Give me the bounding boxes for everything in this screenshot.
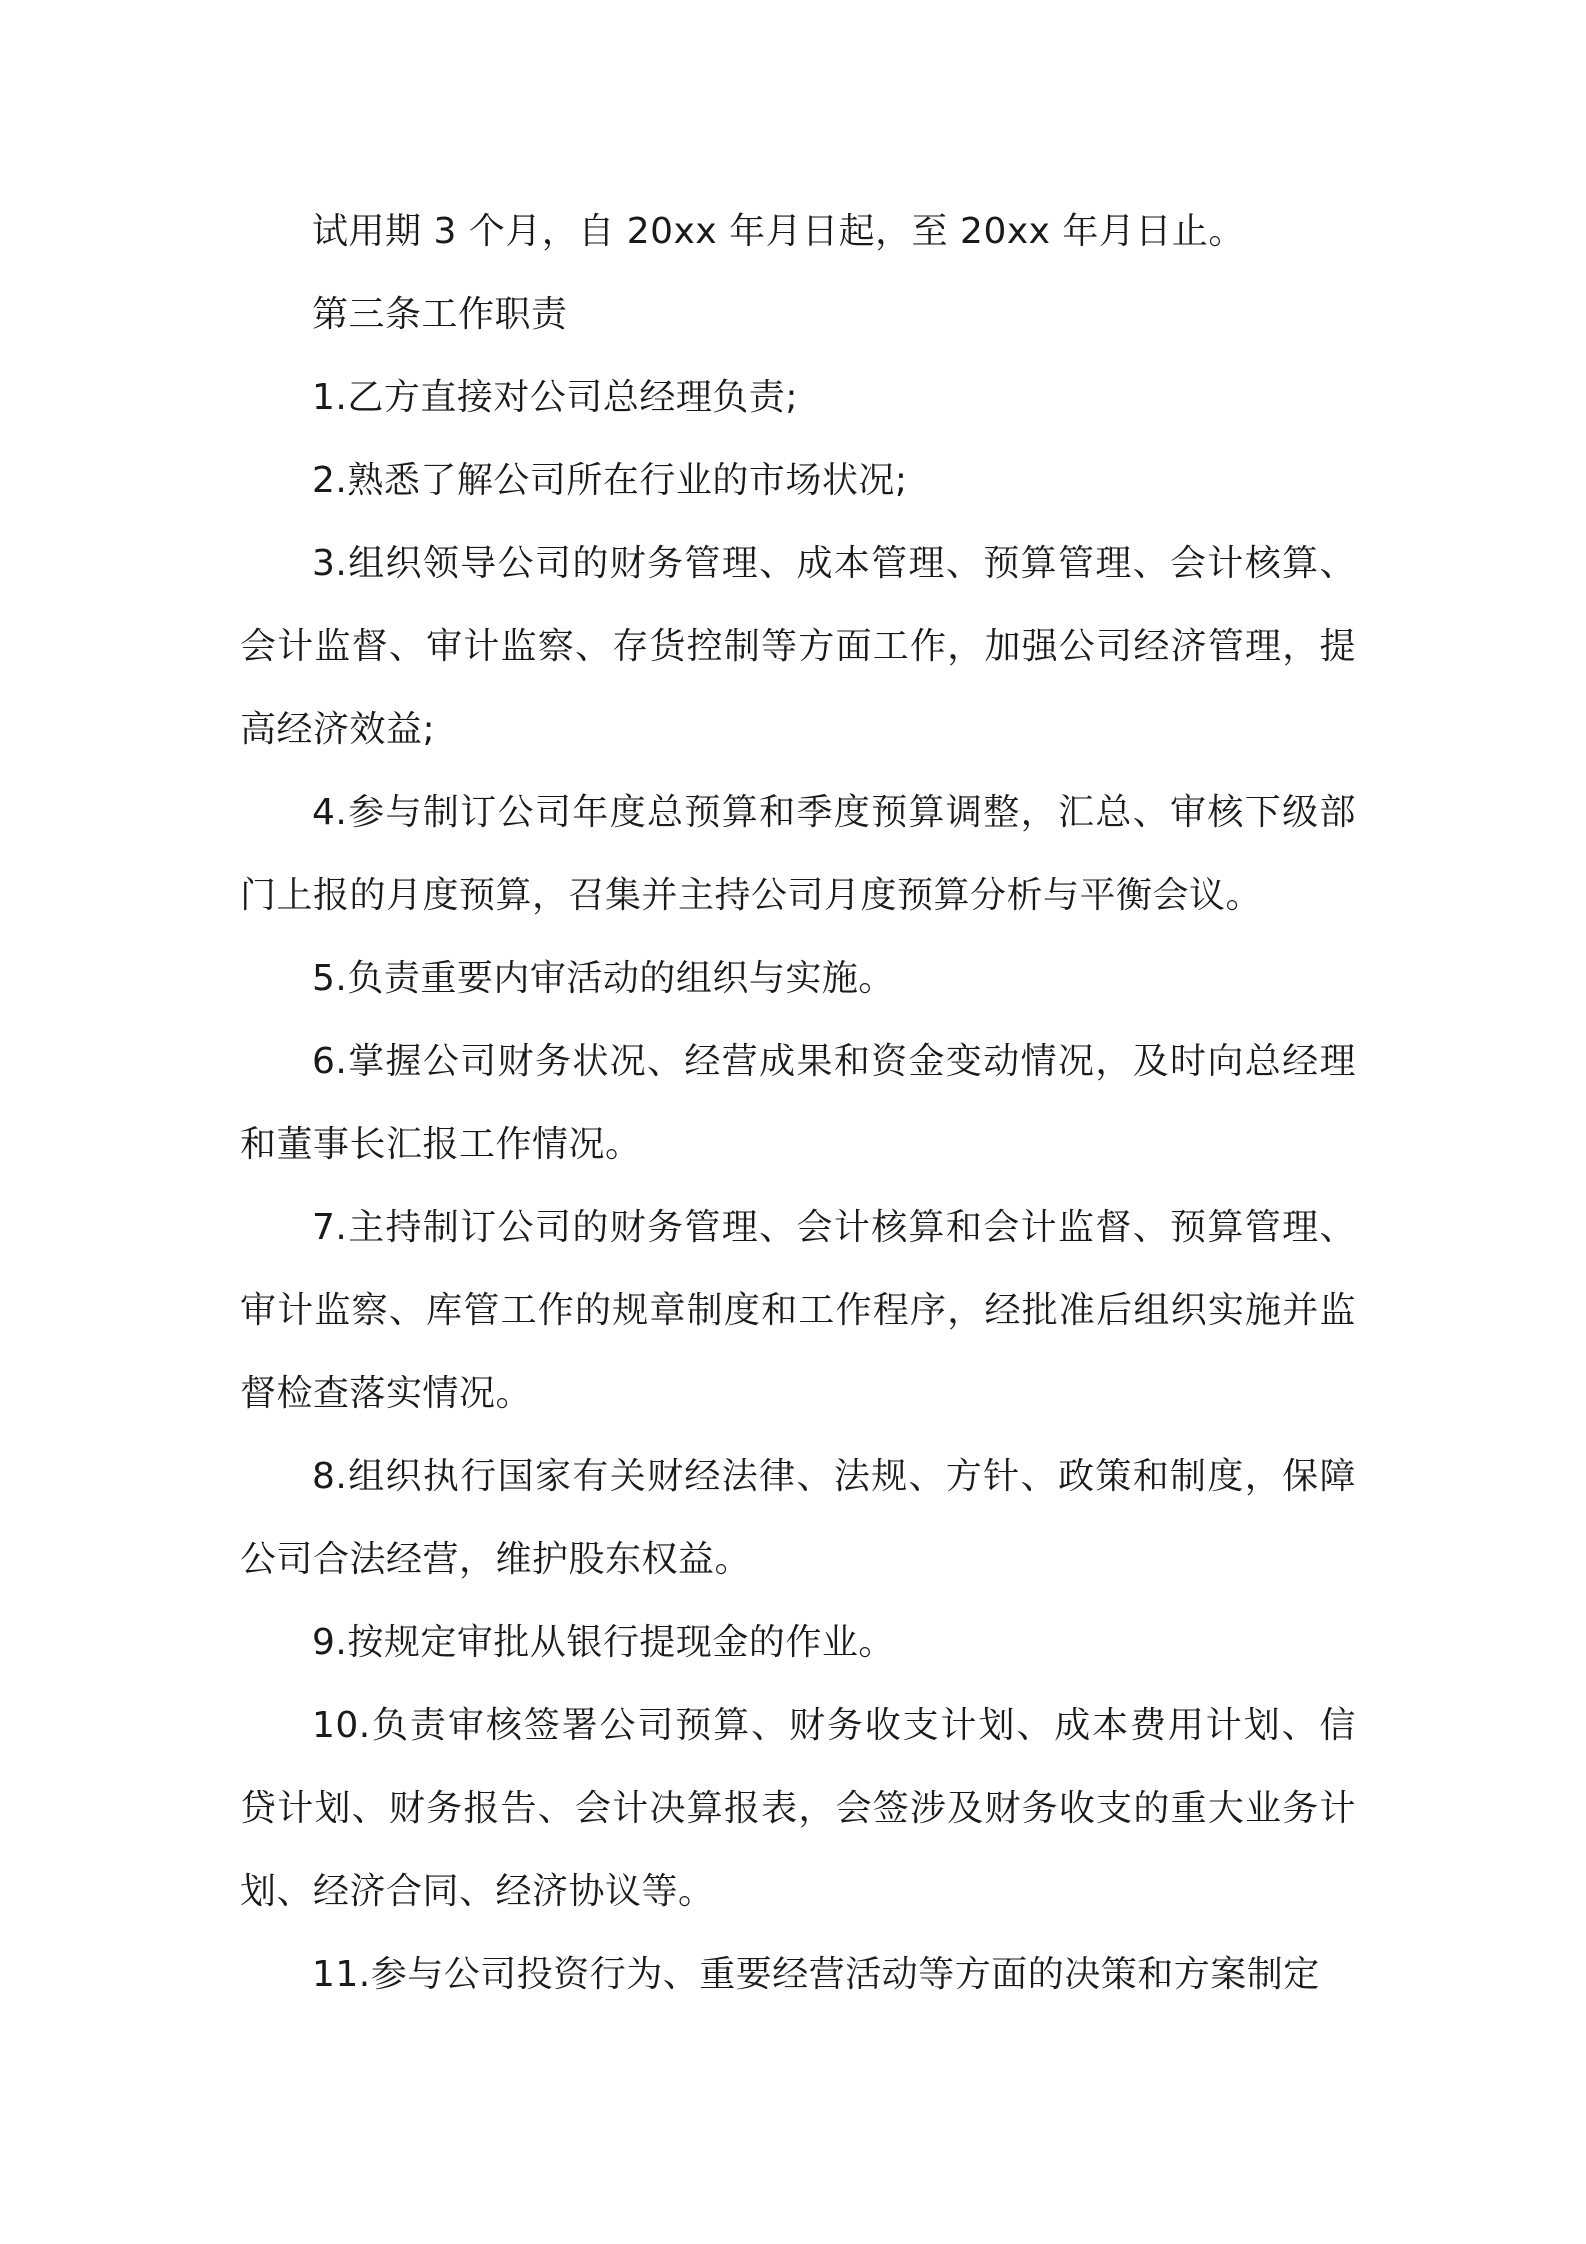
duty-item-4: 4.参与制订公司年度总预算和季度预算调整，汇总、审核下级部门上报的月度预算，召集并主持公司月度预算分析与平衡会议。 xyxy=(240,792,1356,916)
duty-item-5: 5.负责重要内审活动的组织与实施。 xyxy=(312,958,895,999)
duty-item-9: 9.按规定审批从银行提现金的作业。 xyxy=(312,1622,895,1663)
duty-item-10: 10.负责审核签署公司预算、财务收支计划、成本费用计划、信贷计划、财务报告、会计决算报表，会签涉及财务收支的重大业务计划、经济合同、经济协议等。 xyxy=(240,1705,1356,1912)
duty-item-11: 11.参与公司投资行为、重要经营活动等方面的决策和方案制定 xyxy=(312,1954,1320,1995)
duty-item-2: 2.熟悉了解公司所在行业的市场状况; xyxy=(312,460,908,501)
duty-item-3: 3.组织领导公司的财务管理、成本管理、预算管理、会计核算、会计监督、审计监察、存货控制等方面工作，加强公司经济管理，提高经济效益; xyxy=(240,543,1356,750)
duty-item-7: 7.主持制订公司的财务管理、会计核算和会计监督、预算管理、审计监察、库管工作的规章制度和工作程序，经批准后组织实施并监督检查落实情况。 xyxy=(240,1207,1356,1414)
probation-period-paragraph: 试用期 3 个月，自 20xx 年月日起，至 20xx 年月日止。 xyxy=(312,211,1245,252)
duty-item-6: 6.掌握公司财务状况、经营成果和资金变动情况，及时向总经理和董事长汇报工作情况。 xyxy=(240,1041,1356,1165)
section-heading-duties: 第三条工作职责 xyxy=(312,294,568,335)
document-body xyxy=(240,190,1356,2016)
duty-item-1: 1.乙方直接对公司总经理负责; xyxy=(312,377,798,418)
duty-item-8: 8.组织执行国家有关财经法律、法规、方针、政策和制度，保障公司合法经营，维护股东权益。 xyxy=(240,1456,1356,1580)
